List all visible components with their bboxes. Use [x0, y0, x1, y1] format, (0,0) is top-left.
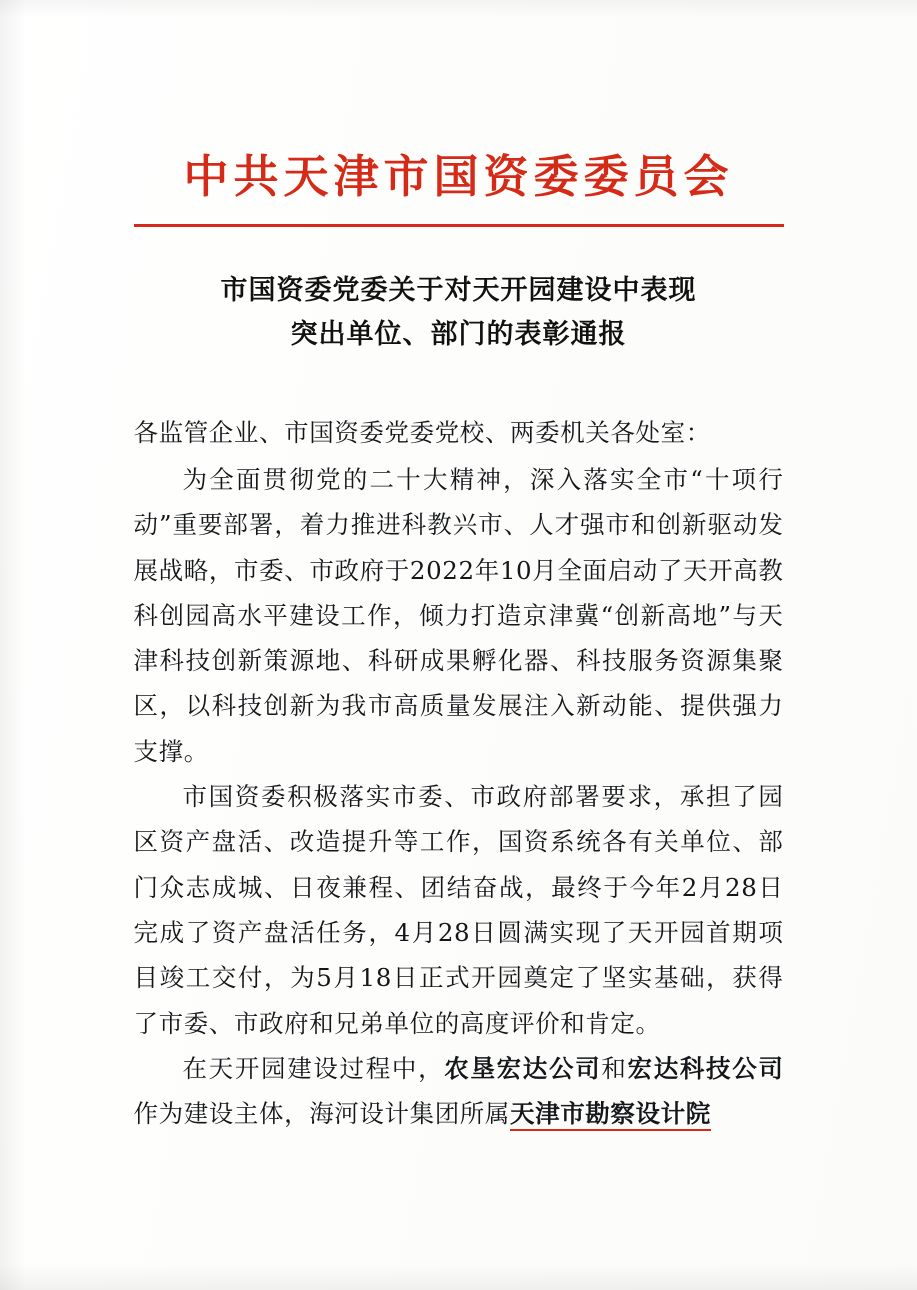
- document-body: [134, 410, 784, 1137]
- letterhead-divider: [134, 224, 784, 227]
- paragraph-3-middle-text: 作为建设主体，海河设计集团所属: [133, 1099, 510, 1129]
- body-paragraph-2: 市国资委积极落实市委、市政府部署要求，承担了园区资产盘活、改造提升等工作，国资系统各有关单位、部门众志成城、日夜兼程、团结奋战，最终于今年2月28日完成了资产盘活任务，4月28日圆满实现了天开园首期项目竣工交付，为5月18日正式开园奠定了坚实基础，获得了市委、市政府和兄弟单位的高度评价和肯定。: [133, 782, 784, 1038]
- salutation-line: 各监管企业、市国资委党委党校、两委机关各处室：: [133, 417, 711, 447]
- letterhead-organization: 中共天津市国资委委员会: [183, 150, 734, 203]
- document-title-line-2: 突出单位、部门的表彰通报: [290, 319, 627, 351]
- body-paragraph-1: 为全面贯彻党的二十大精神，深入落实全市“十项行动”重要部署，着力推进科教兴市、人才强市和创新驱动发展战略，市委、市政府于2022年10月全面启动了天开高教科创园高水平建设工作，倾力打造京津冀“创新高地”与天津科技创新策源地、科研成果孵化器、科技服务资源集聚区，以科技创新为我市高质量发展注入新动能、提供强力支撑。: [133, 464, 784, 766]
- highlighted-entity-hongda-tech: 宏达科技公司: [627, 1053, 784, 1083]
- page-title: [149, 269, 769, 358]
- highlighted-entity-survey-design-institute: 天津市勘察设计院: [510, 1099, 711, 1131]
- highlighted-entity-nongken-hongda: 农垦宏达公司: [444, 1053, 602, 1083]
- paragraph-3-lead: 在天开园建设过程中，: [182, 1053, 445, 1083]
- document-title-line-1: 市国资委党委关于对天开园建设中表现: [220, 274, 697, 306]
- body-paragraph-3: [134, 1046, 784, 1137]
- paragraph-3-conjunction: 和: [601, 1053, 628, 1083]
